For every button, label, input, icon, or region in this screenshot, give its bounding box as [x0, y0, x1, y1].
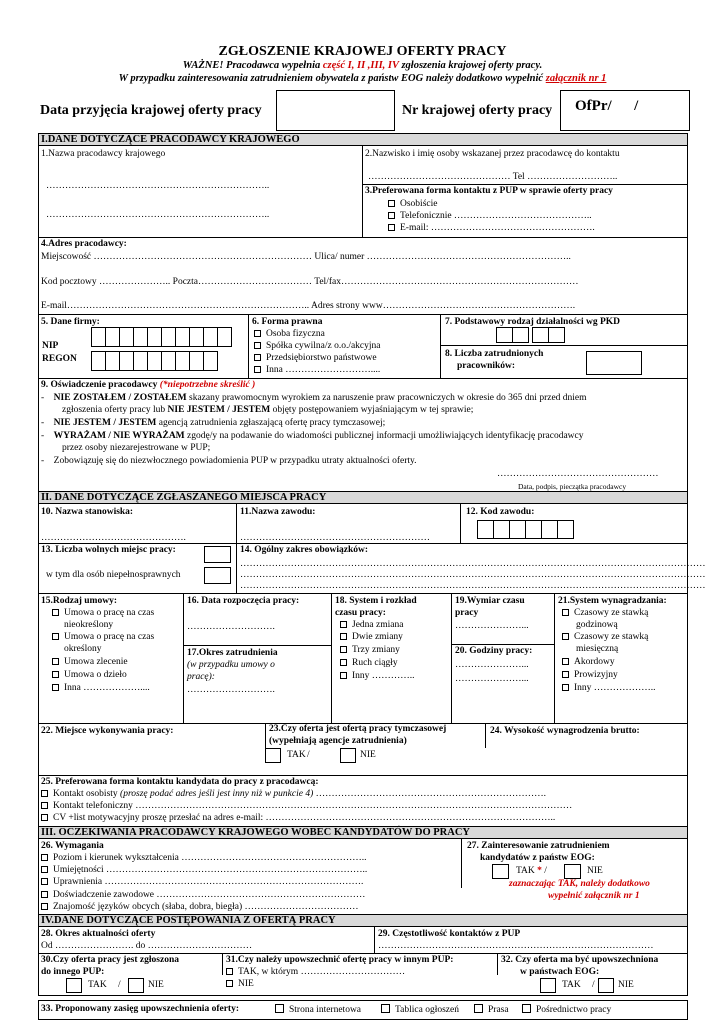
digit-cell[interactable] — [161, 327, 176, 347]
address-line-2[interactable]: Kod pocztowy ………………….. Poczta……………………………… Tel/fax………………………………………………………………… — [41, 277, 579, 287]
digit-cell[interactable] — [133, 351, 148, 371]
field-27-label-b: kandydatów z państw EOG: — [480, 853, 595, 863]
contact-option-personal[interactable]: Osobiście — [388, 199, 437, 211]
address-line-1[interactable]: Miejscowość …………………………………………………………… Ulica/ numer ……………………………………………………….. — [41, 252, 571, 262]
field-29-label: 29. Częstotliwość kontaktów z PUP — [378, 929, 521, 939]
date-label: Data przyjęcia krajowej oferty pracy — [40, 103, 262, 118]
legal-form-company[interactable]: Spółka cywilna/z o.o./akcyjna — [254, 341, 381, 353]
digit-cell[interactable] — [541, 520, 558, 539]
digit-cell[interactable] — [477, 520, 494, 539]
field-32-label-b: w państwach EOG: — [520, 967, 600, 977]
field-17-label: 17.Okres zatrudnienia — [187, 648, 278, 658]
checkbox-icon[interactable] — [254, 342, 261, 349]
digit-cell[interactable] — [509, 520, 526, 539]
legal-form-individual[interactable]: Osoba fizyczna — [254, 329, 325, 341]
start-date-line[interactable]: ………………………. — [187, 622, 275, 632]
checkbox-icon[interactable] — [562, 671, 569, 678]
nip-label: NIP — [42, 341, 59, 351]
contract-other[interactable]: Inna ……………….... — [52, 683, 150, 695]
eog-note-1: zaznaczając TAK, należy dodatkowo — [509, 879, 650, 889]
other-pup-yes-label: TAK — [88, 980, 107, 990]
section-2-header: II. DANE DOTYCZĄCE ZGŁASZANEGO MIEJSCA PRACY — [38, 491, 688, 504]
reach-placement[interactable]: Pośrednictwo pracy — [522, 1004, 611, 1017]
checkbox-icon[interactable] — [41, 790, 48, 797]
checkbox-icon[interactable] — [41, 891, 48, 898]
field-8-label-b: pracowników: — [457, 361, 516, 371]
checkbox-icon[interactable] — [522, 1004, 531, 1013]
regon-label: REGON — [42, 354, 77, 364]
vacancies-input[interactable] — [204, 546, 231, 563]
field-5-label: 5. Dane firmy: — [41, 317, 100, 327]
checkbox-icon[interactable] — [275, 1004, 284, 1013]
checkbox-icon[interactable] — [388, 200, 395, 207]
digit-cell[interactable] — [203, 327, 218, 347]
date-input[interactable] — [276, 90, 395, 131]
checkbox-icon[interactable] — [388, 212, 395, 219]
field-30-label-b: do innego PUP: — [41, 967, 105, 977]
field-4-label: 4.Adres pracodawcy: — [41, 239, 127, 249]
employer-name-line-2[interactable]: …………………………………………………………….. — [46, 210, 270, 220]
reach-noticeboard[interactable]: Tablica ogłoszeń — [381, 1004, 459, 1017]
spread-yes[interactable]: TAK, w którym …………………………… — [226, 967, 405, 979]
eog-yes-label: TAK * / — [516, 866, 547, 876]
checkbox-icon[interactable] — [388, 224, 395, 231]
digit-cell[interactable] — [119, 351, 134, 371]
digit-cell[interactable] — [147, 351, 162, 371]
eog-note: W przypadku zainteresowania zatrudnieniem obywatela z państw EOG należy dodatkowo wypełnić załącznik nr 1 — [118, 73, 607, 84]
field-28-label: 28. Okres aktualności oferty — [41, 929, 156, 939]
field-2-label: 2.Nazwisko i imię osoby wskazanej przez pracodawcę do kontaktu — [365, 149, 620, 159]
temp-yes-box[interactable] — [265, 748, 281, 763]
pay-commission[interactable]: Prowizyjny — [562, 670, 618, 682]
checkbox-icon[interactable] — [41, 854, 48, 861]
employment-period-line[interactable]: ………………………. — [187, 685, 275, 695]
contact-phone[interactable]: Kontakt telefoniczny ………………………………………………………………………………………………………………………… — [41, 801, 572, 813]
digit-cell[interactable] — [175, 327, 190, 347]
eog-yes-box[interactable] — [492, 864, 509, 879]
eea-yes-box[interactable] — [540, 978, 556, 993]
field-17-note-a: (w przypadku umowy o — [187, 660, 275, 670]
temp-no-box[interactable] — [340, 748, 356, 763]
signature-line[interactable]: …………………………………………… — [497, 469, 659, 479]
digit-cell[interactable] — [119, 327, 134, 347]
digit-cell[interactable] — [532, 327, 549, 343]
field-18-label-b: czasu pracy: — [335, 608, 386, 618]
field-8-label-a: 8. Liczba zatrudnionych — [445, 349, 544, 359]
field-21-label: 21.System wynagradzania: — [558, 596, 667, 606]
checkbox-icon[interactable] — [340, 659, 347, 666]
req-languages[interactable]: Znajomość języków obcych (słaba, dobra, biegła) ……………………………… — [41, 902, 359, 914]
checkbox-icon[interactable] — [41, 802, 48, 809]
eea-yes-label: TAK — [562, 980, 581, 990]
field-17-note-b: pracę): — [187, 672, 215, 682]
digit-cell[interactable] — [548, 327, 565, 343]
eea-no-label: NIE — [618, 980, 634, 990]
form-title: ZGŁOSZENIE KRAJOWEJ OFERTY PRACY — [218, 44, 507, 59]
spread-no[interactable]: NIE — [226, 979, 254, 991]
field-15-label: 15.Rodzaj umowy: — [41, 596, 117, 606]
digit-cell[interactable] — [175, 351, 190, 371]
field-20-label: 20. Godziny pracy: — [455, 646, 533, 656]
digit-cell[interactable] — [105, 351, 120, 371]
field-27-label-a: 27. Zainteresowanie zatrudnieniem — [467, 841, 610, 851]
important-note: WAŻNE! Pracodawca wypełnia część I, II ,III, IV zgłoszenia krajowej oferty pracy. — [182, 60, 543, 71]
field-26-label: 26. Wymagania — [41, 841, 104, 851]
field-31-label: 31.Czy należy upowszechnić ofertę pracy w innym PUP: — [226, 955, 454, 965]
offer-number-label: Nr krajowej oferty pracy — [402, 103, 553, 118]
position-name-line[interactable]: ………………………………………. — [41, 533, 186, 543]
digit-cell[interactable] — [203, 351, 218, 371]
shift-continuous[interactable]: Ruch ciągły — [340, 658, 398, 670]
field-32-label-a: 32. Czy oferta ma być upowszechniona — [501, 955, 659, 965]
checkbox-icon[interactable] — [340, 646, 347, 653]
checkbox-icon[interactable] — [340, 672, 347, 679]
statement-1-cont: zgłoszenia oferty pracy lub NIE JESTEM / JESTEM objęty postępowaniem wyjaśniającym w tej sprawie; — [62, 405, 474, 415]
contact-option-phone[interactable]: Telefonicznie …………………………………….. — [388, 211, 592, 223]
field-13-label: 13. Liczba wolnych miejsc pracy: — [41, 545, 176, 555]
working-hours-line-1[interactable]: …………………... — [455, 660, 529, 670]
digit-cell[interactable] — [217, 327, 232, 347]
digit-cell[interactable] — [493, 520, 510, 539]
disabled-vacancies-input[interactable] — [204, 567, 231, 584]
checkbox-icon[interactable] — [381, 1004, 390, 1013]
legal-form-other[interactable]: Inna ……………………….... — [254, 365, 380, 377]
checkbox-icon[interactable] — [254, 366, 261, 373]
digit-cell[interactable] — [512, 327, 529, 343]
shift-other[interactable]: Inny ………….. — [340, 671, 415, 683]
digit-cell[interactable] — [105, 327, 120, 347]
statement-2: - NIE JESTEM / JESTEM agencją zatrudnienia zgłaszającą ofertę pracy tymczasowej; — [41, 418, 386, 428]
profession-line[interactable]: …………………………………………………… — [240, 533, 430, 543]
checkbox-icon[interactable] — [41, 903, 48, 910]
address-line-3[interactable]: E-mail………………………………………………………………….. Adres strony www……………………………………………………. — [41, 301, 576, 311]
checkbox-icon[interactable] — [562, 684, 569, 691]
contract-fixed[interactable]: Umowa o pracę na czas — [52, 632, 154, 644]
checkbox-icon[interactable] — [562, 633, 569, 640]
field-9-label: 9. Oświadczenie pracodawcy (*niepotrzebne skreślić ) — [41, 380, 256, 390]
checkbox-icon[interactable] — [226, 980, 233, 987]
digit-cell[interactable] — [189, 327, 204, 347]
field-25-label: 25. Preferowana forma kontaktu kandydata do pracy z pracodawcą: — [41, 777, 319, 787]
legal-form-state[interactable]: Przedsiębiorstwo państwowe — [254, 353, 377, 365]
field-16-label: 16. Data rozpoczęcia pracy: — [187, 596, 300, 606]
pay-monthly[interactable]: Czasowy ze stawką — [562, 632, 648, 644]
field-19-label-b: pracy — [455, 608, 479, 618]
digit-cell[interactable] — [147, 327, 162, 347]
contact-person-line[interactable]: ……………………………………… Tel ……………………….. — [368, 172, 618, 182]
statement-4: - Zobowiązuję się do niezwłocznego powiadomienia PUP w przypadku utraty aktualności oferty. — [41, 456, 417, 466]
field-13-disabled-label: w tym dla osób niepełnosprawnych — [46, 570, 181, 580]
eog-no-box[interactable] — [564, 864, 581, 879]
pay-hourly[interactable]: Czasowy ze stawką — [562, 608, 648, 620]
checkbox-icon[interactable] — [474, 1004, 483, 1013]
checkbox-icon[interactable] — [52, 658, 59, 665]
field-22-label: 22. Miejsce wykonywania pracy: — [41, 726, 174, 736]
field-11-label: 11.Nazwa zawodu: — [240, 507, 316, 517]
temp-yes-label: TAK — [287, 750, 306, 760]
checkbox-icon[interactable] — [52, 684, 59, 691]
section-3-header: III. OCZEKIWANIA PRACODAWCY KRAJOWEGO WOBEC KANDYDATÓW DO PRACY — [38, 826, 688, 839]
field-24-label: 24. Wysokość wynagrodzenia brutto: — [490, 726, 640, 736]
duties-line-3[interactable]: ………………………………………………………………………………………………………………………………… — [240, 581, 706, 591]
checkbox-icon[interactable] — [41, 814, 48, 821]
checkbox-icon[interactable] — [254, 354, 261, 361]
other-pup-no-box[interactable] — [128, 978, 144, 993]
checkbox-icon[interactable] — [41, 866, 48, 873]
field-3-label: 3.Preferowana forma kontaktu z PUP w sprawie oferty pracy — [365, 186, 613, 196]
eea-no-box[interactable] — [598, 978, 614, 993]
eog-note-2: wypełnić załącznik nr 1 — [548, 891, 640, 901]
other-pup-yes-box[interactable] — [66, 978, 82, 993]
duties-line-2[interactable]: ………………………………………………………………………………………………………………………………… — [240, 570, 706, 580]
contract-mandate[interactable]: Umowa zlecenie — [52, 657, 128, 669]
contract-fixed-cont: określony — [64, 644, 102, 654]
reach-website[interactable]: Strona internetowa — [275, 1004, 361, 1017]
shift-two[interactable]: Dwie zmiany — [340, 632, 403, 644]
pay-monthly-cont: miesięczną — [576, 644, 619, 654]
contact-cv-email[interactable]: CV +list motywacyjny proszę przesłać na adres e-mail: ……………………………………………………………………………….. — [41, 813, 555, 825]
field-19-label-a: 19.Wymiar czasu — [455, 596, 525, 606]
digit-cell[interactable] — [91, 327, 106, 347]
contract-indefinite-cont: nieokreślony — [64, 620, 114, 630]
checkbox-icon[interactable] — [41, 878, 48, 885]
pay-hourly-cont: godzinową — [576, 620, 618, 630]
field-7-label: 7. Podstawowy rodzaj działalności wg PKD — [445, 317, 621, 327]
field-23-label-b: (wypełniają agencje zatrudnienia) — [269, 736, 407, 746]
checkbox-icon[interactable] — [254, 330, 261, 337]
field-6-label: 6. Forma prawna — [252, 317, 323, 327]
pay-other[interactable]: Inny ……………….. — [562, 683, 656, 695]
digit-cell[interactable] — [525, 520, 542, 539]
req-education[interactable]: Poziom i kierunek wykształcenia ………………………………………………….. — [41, 853, 366, 865]
contact-frequency-line[interactable]: …………………………………………………………………………… — [378, 941, 654, 951]
contract-indefinite[interactable]: Umowa o pracę na czas — [52, 608, 154, 620]
contract-work[interactable]: Umowa o dzieło — [52, 670, 127, 682]
employer-name-line-1[interactable]: …………………………………………………………….. — [46, 181, 270, 191]
checkbox-icon[interactable] — [52, 633, 59, 640]
field-12-label: 12. Kod zawodu: — [466, 507, 535, 517]
statement-3-cont: przez osoby niezarejestrowane w PUP; — [62, 443, 211, 453]
checkbox-icon[interactable] — [562, 609, 569, 616]
req-skills[interactable]: Umiejętności ……………………………………………………………………….. — [41, 865, 367, 877]
checkbox-icon[interactable] — [226, 968, 233, 975]
field-18-label-a: 18. System i rozkład — [335, 596, 417, 606]
field-14-label: 14. Ogólny zakres obowiązków: — [240, 545, 369, 555]
checkbox-icon[interactable] — [52, 671, 59, 678]
field-10-label: 10. Nazwa stanowiska: — [41, 507, 134, 517]
shift-one[interactable]: Jedna zmiana — [340, 620, 403, 632]
field-1-label: 1.Nazwa pracodawcy krajowego — [41, 149, 166, 159]
digit-cell[interactable] — [557, 520, 574, 539]
eog-no-label: NIE — [587, 866, 603, 876]
signature-label: Data, podpis, pieczątka pracodawcy — [518, 482, 627, 491]
digit-cell[interactable] — [496, 327, 513, 343]
contact-personal[interactable]: Kontakt osobisty (proszę podać adres jeśli jest inny niż w punkcie 4) ………………………………………………………………. — [41, 789, 546, 801]
digit-cell[interactable] — [91, 351, 106, 371]
offer-number-value: OfPr/ / — [575, 98, 639, 114]
shift-three[interactable]: Trzy zmiany — [340, 645, 400, 657]
employee-count-input[interactable] — [586, 351, 642, 375]
working-hours-line-2[interactable]: …………………... — [455, 674, 529, 684]
statement-1: - NIE ZOSTAŁEM / ZOSTAŁEM skazany prawomocnym wyrokiem za naruszenie praw pracowniczych w okresie do 365 dni przed dniem — [41, 393, 587, 403]
statement-3: - WYRAŻAM / NIE WYRAŻAM zgodę/y na podawanie do wiadomości publicznej informacji umożliwiających identyfikację pracodawcy — [41, 431, 584, 441]
other-pup-no-label: NIE — [148, 980, 164, 990]
section-1-header: I.DANE DOTYCZĄCE PRACODAWCY KRAJOWEGO — [38, 133, 688, 146]
checkbox-icon[interactable] — [340, 621, 347, 628]
contact-option-email[interactable]: E-mail: ……………………………………………. — [388, 223, 595, 235]
checkbox-icon[interactable] — [562, 658, 569, 665]
field-23-label-a: 23.Czy oferta jest ofertą pracy tymczasowej — [269, 724, 447, 734]
digit-cell[interactable] — [161, 351, 176, 371]
digit-cell[interactable] — [189, 351, 204, 371]
pay-piecework[interactable]: Akordowy — [562, 657, 615, 669]
checkbox-icon[interactable] — [52, 609, 59, 616]
field-33-label: 33. Proponowany zasięg upowszechnienia oferty: — [41, 1004, 239, 1014]
section-4-header: IV.DANE DOTYCZĄCE POSTĘPOWANIA Z OFERTĄ PRACY — [38, 914, 688, 927]
req-licenses[interactable]: Uprawnienia ………………………………………………………………………. — [41, 877, 363, 889]
digit-cell[interactable] — [133, 327, 148, 347]
working-time-line[interactable]: …………………... — [455, 621, 529, 631]
reach-press[interactable]: Prasa — [474, 1004, 509, 1017]
req-experience[interactable]: Doświadczenie zawodowe ………………………………………………………… — [41, 890, 365, 902]
temp-no-label: NIE — [360, 750, 376, 760]
field-30-label-a: 30.Czy oferta pracy jest zgłoszona — [41, 955, 179, 965]
validity-period-line[interactable]: Od ……………………. do …………………………… — [41, 941, 253, 951]
checkbox-icon[interactable] — [340, 633, 347, 640]
duties-line-1[interactable]: ………………………………………………………………………………………………………………………………… — [240, 559, 706, 569]
